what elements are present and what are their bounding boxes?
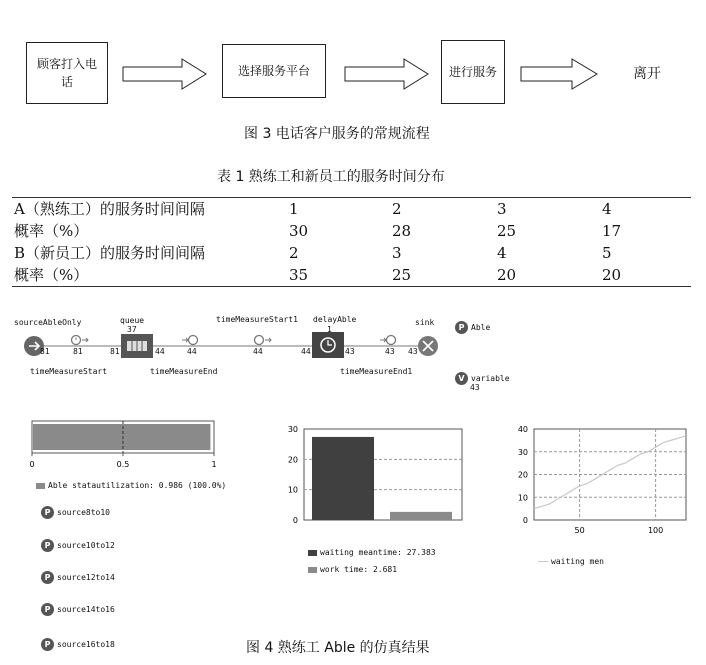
parameter-icon: P xyxy=(455,321,468,334)
tms-label: timeMeasureStart xyxy=(30,367,108,376)
table-cell: 30 xyxy=(289,222,309,240)
table-cell: 20 xyxy=(495,264,600,287)
parameter-icon: P xyxy=(41,539,54,552)
tms1-label: timeMeasureStart1 xyxy=(216,315,298,324)
flow-arrow-2 xyxy=(344,58,430,90)
legend-swatch xyxy=(308,567,317,573)
tick-label: 30 xyxy=(517,447,528,457)
utilization-bar xyxy=(33,424,210,450)
source-parameter[interactable] xyxy=(41,638,115,651)
count-label: 43 xyxy=(345,347,355,356)
bar xyxy=(390,512,452,520)
count-label: 44 xyxy=(155,347,165,356)
bar-legend-label: work time: 2.681 xyxy=(320,565,398,574)
flow-arrow-1 xyxy=(122,58,208,90)
table-row xyxy=(12,264,691,287)
able-parameter[interactable] xyxy=(455,321,490,334)
table-cell: 1 xyxy=(287,198,390,221)
table-row xyxy=(12,220,691,242)
variable-value: 43 xyxy=(470,383,480,392)
variable-icon: V xyxy=(455,372,468,385)
table-cell: 3 xyxy=(495,198,600,221)
tick-label: 20 xyxy=(287,455,298,465)
table-cell: 4 xyxy=(600,198,691,221)
source-parameter[interactable] xyxy=(41,506,110,519)
count-label: 44 xyxy=(253,347,263,356)
source-parameter-label: source14to16 xyxy=(57,605,115,614)
table-cell: 35 xyxy=(287,264,390,287)
time-measure-end1-node[interactable] xyxy=(380,336,396,345)
tick-label: 50 xyxy=(574,526,585,535)
table-cell: 4 xyxy=(497,244,507,262)
delay-node[interactable] xyxy=(312,332,344,358)
utilization-chart xyxy=(24,415,234,477)
count-label: 43 xyxy=(408,347,418,356)
parameter-icon: P xyxy=(41,638,54,651)
bar xyxy=(312,437,374,520)
tick-label: 10 xyxy=(517,493,528,503)
table-cell: 25 xyxy=(390,264,495,287)
source-parameter-label: source10to12 xyxy=(57,541,115,550)
flow-arrow-3 xyxy=(520,58,600,90)
count-label: 43 xyxy=(385,347,395,356)
tick-label: 0 xyxy=(292,516,298,525)
source-label: sourceAbleOnly xyxy=(14,318,82,327)
variable-item[interactable] xyxy=(455,372,510,385)
figure-3-caption: 图 3 电话客户服务的常规流程 xyxy=(244,126,430,142)
source-parameter-label: source8to10 xyxy=(57,508,110,517)
queue-label: queue xyxy=(120,316,145,325)
table-cell: 5 xyxy=(602,244,612,262)
table-cell: 25 xyxy=(497,222,517,240)
time-bar-chart xyxy=(280,423,466,531)
tick-label: 20 xyxy=(517,470,528,480)
legend-swatch xyxy=(36,483,45,489)
table-cell: 17 xyxy=(602,222,622,240)
tick-label: 100 xyxy=(647,526,664,535)
flow-step-call-in: 顾客打入电话 xyxy=(26,42,108,104)
count-label: 81 xyxy=(73,347,83,356)
count-label: 81 xyxy=(110,347,120,356)
table-cell: 概率（%） xyxy=(12,264,287,287)
source-parameter[interactable] xyxy=(41,571,115,584)
able-label: Able xyxy=(471,323,491,332)
tick-label: 0 xyxy=(29,460,35,469)
figure-4-caption: 图 4 熟练工 Able 的仿真结果 xyxy=(246,640,430,656)
line-legend-item xyxy=(538,557,604,566)
flow-step-select-platform: 选择服务平台 xyxy=(222,44,326,98)
table-cell: A（熟练工）的服务时间间隔 xyxy=(12,198,287,221)
line-legend-label: waiting men xyxy=(551,557,604,566)
bar-legend-label: waiting meantime: 27.383 xyxy=(320,548,436,557)
table-cell: 概率（%） xyxy=(14,222,89,240)
flow-end-label: 离开 xyxy=(633,66,661,82)
sink-label: sink xyxy=(415,318,435,327)
bar-legend-item xyxy=(308,548,436,557)
table-row xyxy=(12,198,691,221)
queue-count: 37 xyxy=(127,325,137,334)
table-row xyxy=(12,242,691,264)
tick-label: 0 xyxy=(522,516,528,525)
table-cell: 2 xyxy=(289,244,299,262)
queue-node[interactable] xyxy=(121,334,153,358)
table-cell: 2 xyxy=(390,198,495,221)
delay-count: 1 xyxy=(327,325,332,334)
flow-step-service: 进行服务 xyxy=(441,40,505,104)
tme1-label: timeMeasureEnd1 xyxy=(340,367,413,376)
tick-label: 40 xyxy=(517,425,528,434)
utilization-legend-label: Able statautilization: 0.986 (100.0%) xyxy=(48,481,227,490)
table-cell: 20 xyxy=(600,264,691,287)
table-cell: 3 xyxy=(392,244,402,262)
time-measure-start1-node[interactable] xyxy=(255,336,272,345)
parameter-icon: P xyxy=(41,506,54,519)
tme-label: timeMeasureEnd xyxy=(150,367,218,376)
bar-legend-item xyxy=(308,565,397,574)
tick-label: 10 xyxy=(287,485,298,495)
source-parameter[interactable] xyxy=(41,603,115,616)
time-measure-start-node[interactable] xyxy=(72,336,89,345)
legend-line-swatch xyxy=(538,561,548,562)
count-label: 81 xyxy=(40,347,50,356)
legend-swatch xyxy=(308,550,317,556)
table-cell: 28 xyxy=(392,222,412,240)
tick-label: 1 xyxy=(211,460,217,469)
waiting-men-line-chart xyxy=(508,423,690,543)
table-cell: B（新员工）的服务时间间隔 xyxy=(14,244,206,262)
parameter-icon: P xyxy=(41,603,54,616)
source-parameter-label: source16to18 xyxy=(57,640,115,649)
count-label: 44 xyxy=(301,347,311,356)
sink-node[interactable] xyxy=(418,336,438,356)
service-time-table xyxy=(12,197,691,287)
parameter-icon: P xyxy=(41,571,54,584)
utilization-legend xyxy=(36,481,226,490)
variable-label: variable xyxy=(471,374,510,383)
tick-label: 30 xyxy=(287,425,298,434)
source-parameter-label: source12to14 xyxy=(57,573,115,582)
table-1-caption: 表 1 熟练工和新员工的服务时间分布 xyxy=(217,169,445,185)
tick-label: 0.5 xyxy=(116,460,130,469)
time-measure-end-node[interactable] xyxy=(182,336,198,345)
delay-label: delayAble xyxy=(313,315,357,324)
count-label: 44 xyxy=(187,347,197,356)
source-parameter[interactable] xyxy=(41,539,115,552)
